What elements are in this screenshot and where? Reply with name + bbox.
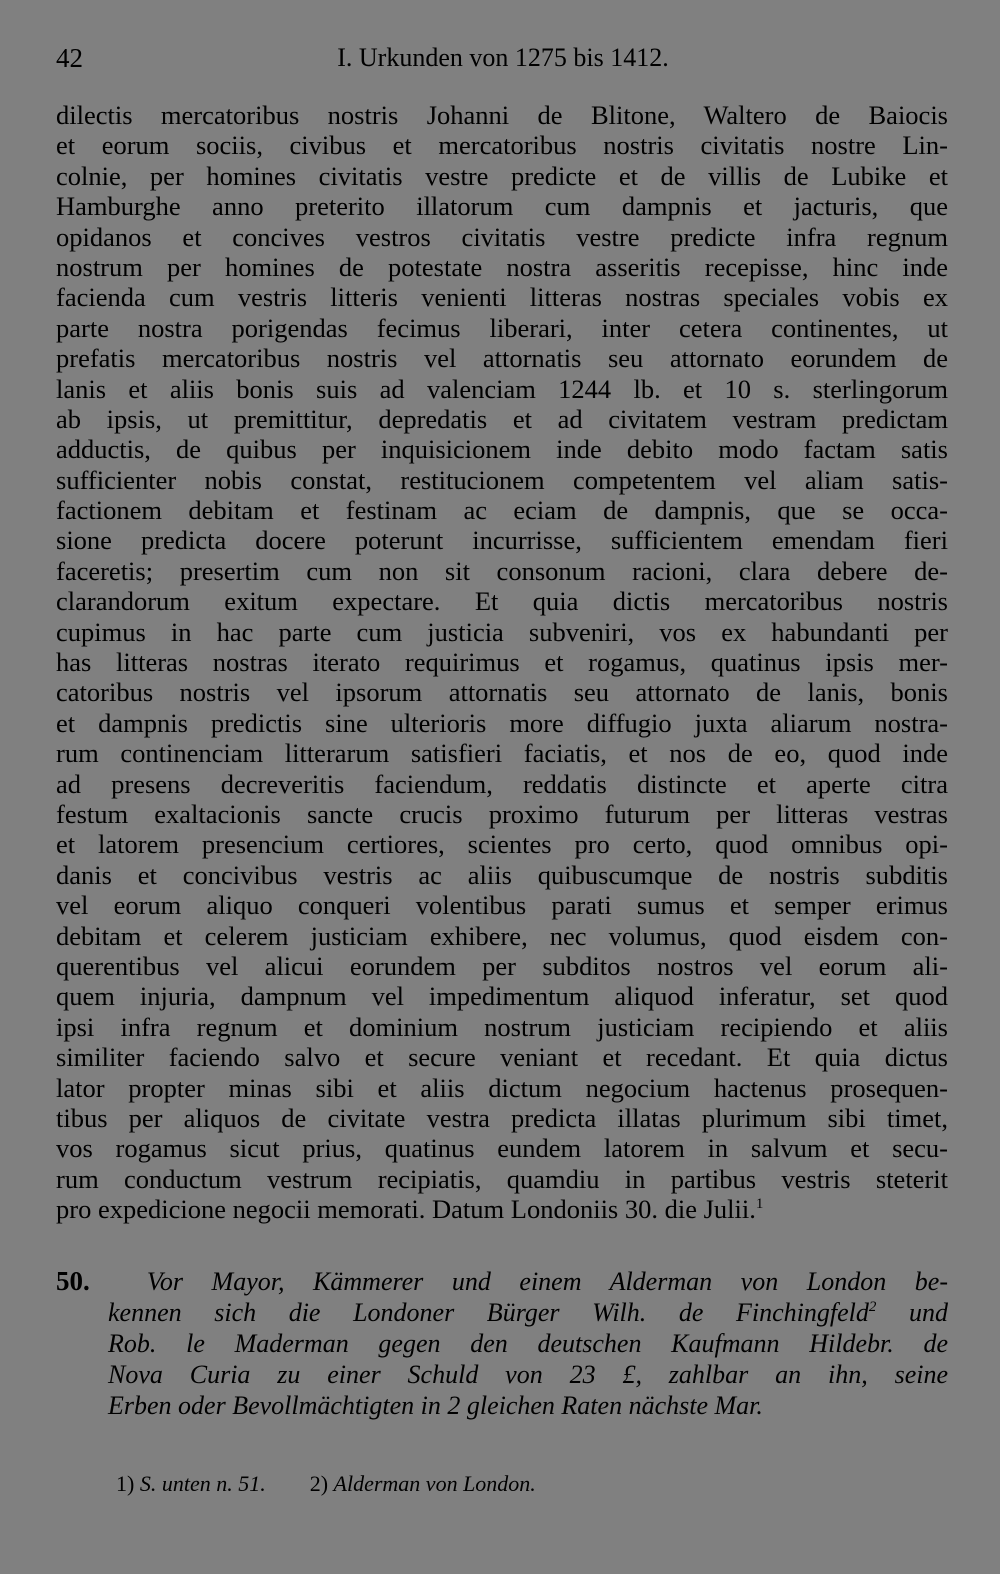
regest-text: Vor Mayor, Kämmerer und einem Alderman von London be- — [146, 1267, 948, 1296]
body-line-text: pro expedicione negocii memorati. Datum Londoniis 30. die Julii. — [56, 1194, 756, 1225]
body-line: vos rogamus sicut prius, quatinus eundem latorem in salvum et secu- — [56, 1133, 948, 1164]
page-number: 42 — [56, 43, 83, 73]
footnote-1 — [116, 1471, 266, 1496]
regest-text: und — [876, 1298, 948, 1327]
footnote-text: S. unten n. 51. — [139, 1471, 266, 1496]
body-line: lator propter minas sibi et aliis dictum negocium hactenus prosequen- — [56, 1072, 948, 1103]
footnote-ref-1: 1 — [755, 1196, 764, 1213]
body-line: et dampnis predictis sine ulterioris more diffugio juxta aliarum nostra- — [56, 707, 948, 738]
body-line: sione predicta docere poterunt incurrisse, sufficientem emendam fieri — [56, 525, 948, 556]
footnote-text: Alderman von London. — [333, 1471, 536, 1496]
regest-line: Nova Curia zu einer Schuld von 23 £, zahlbar an ihn, seine — [108, 1360, 948, 1389]
body-line: rum continenciam litterarum satisfieri faciatis, et nos de eo, quod inde — [56, 738, 948, 769]
regest-line: Rob. le Maderman gegen den deutschen Kaufmann Hildebr. de — [108, 1329, 948, 1358]
body-line-last — [56, 1194, 948, 1224]
body-line: parte nostra porigendas fecimus liberari, inter cetera continentes, ut — [56, 312, 948, 343]
body-line: et latorem presencium certiores, scientes pro certo, quod omnibus opi- — [56, 829, 948, 860]
body-line: vel eorum aliquo conqueri volentibus parati sumus et semper erimus — [56, 890, 948, 921]
body-line: ab ipsis, ut premittitur, depredatis et ad civitatem vestram predictam — [56, 403, 948, 434]
regest-line — [56, 1266, 948, 1297]
body-line: has litteras nostras iterato requirimus et rogamus, quatinus ipsis mer- — [56, 647, 948, 678]
body-line: debitam et celerem justiciam exhibere, nec volumus, quod eisdem con- — [56, 920, 948, 951]
body-line: danis et concivibus vestris ac aliis quibuscumque de nostris subditis — [56, 859, 948, 890]
body-line: Hamburghe anno preterito illatorum cum dampnis et jacturis, que — [56, 191, 948, 222]
body-line: facienda cum vestris litteris venienti litteras nostras speciales vobis ex — [56, 282, 948, 313]
footnote-2 — [310, 1471, 536, 1496]
body-line: adductis, de quibus per inquisicionem inde debito modo factam satis — [56, 434, 948, 465]
body-line: ipsi infra regnum et dominium nostrum justiciam recipiendo et aliis — [56, 1011, 948, 1042]
regest-text: kennen sich die Londoner Bürger Wilh. de Finchingfeld — [108, 1298, 869, 1327]
body-line: prefatis mercatoribus nostris vel attornatis seu attornato eorundem de — [56, 343, 948, 374]
body-line: nostrum per homines de potestate nostra asseritis recepisse, hinc inde — [56, 251, 948, 282]
body-line: quem injuria, dampnum vel impedimentum aliquod inferatur, set quod — [56, 981, 948, 1012]
footnote-number: 1) — [116, 1471, 135, 1496]
regest-50 — [56, 1266, 948, 1421]
running-title: I. Urkunden von 1275 bis 1412. — [337, 43, 669, 72]
body-line: rum conductum vestrum recipiatis, quamdiu in partibus vestris steterit — [56, 1163, 948, 1194]
body-line: opidanos et concives vestros civitatis vestre predicte infra regnum — [56, 221, 948, 252]
body-line: cupimus in hac parte cum justicia subveniri, vos ex habundanti per — [56, 616, 948, 647]
regest-line — [56, 1297, 948, 1328]
body-line: faceretis; presertim cum non sit consonum racioni, clara debere de- — [56, 555, 948, 586]
body-line: similiter faciendo salvo et secure veniant et recedant. Et quia dictus — [56, 1042, 948, 1073]
body-line: lanis et aliis bonis suis ad valenciam 1244 lb. et 10 s. sterlingorum — [56, 373, 948, 404]
regest-number: 50. — [56, 1266, 90, 1296]
footnotes — [116, 1470, 536, 1498]
regest-line: Erben oder Bevollmächtigten in 2 gleichen Raten nächste Mar. — [108, 1391, 763, 1420]
footnote-ref-2: 2 — [868, 1299, 877, 1315]
body-line: tibus per aliquos de civitate vestra predicta illatas plurimum sibi timet, — [56, 1102, 948, 1133]
body-line: sufficienter nobis constat, restitucionem competentem vel aliam satis- — [56, 464, 948, 495]
body-line: colnie, per homines civitatis vestre predicte et de villis de Lubike et — [56, 160, 948, 191]
body-line: catoribus nostris vel ipsorum attornatis seu attornato de lanis, bonis — [56, 677, 948, 708]
body-line: ad presens decreveritis faciendum, reddatis distincte et aperte citra — [56, 768, 948, 799]
body-line: clarandorum exitum expectare. Et quia dictis mercatoribus nostris — [56, 586, 948, 617]
running-head — [56, 40, 950, 76]
body-line: factionem debitam et festinam ac eciam de dampnis, que se occa- — [56, 495, 948, 526]
footnote-number: 2) — [309, 1471, 329, 1496]
body-line: festum exaltacionis sancte crucis proximo futurum per litteras vestras — [56, 798, 948, 829]
document-body — [56, 100, 948, 1224]
body-line: et eorum sociis, civibus et mercatoribus nostris civitatis nostre Lin- — [56, 130, 948, 161]
body-line: dilectis mercatoribus nostris Johanni de Blitone, Waltero de Baiocis — [56, 100, 948, 130]
body-line: querentibus vel alicui eorundem per subditos nostros vel eorum ali- — [56, 950, 948, 981]
